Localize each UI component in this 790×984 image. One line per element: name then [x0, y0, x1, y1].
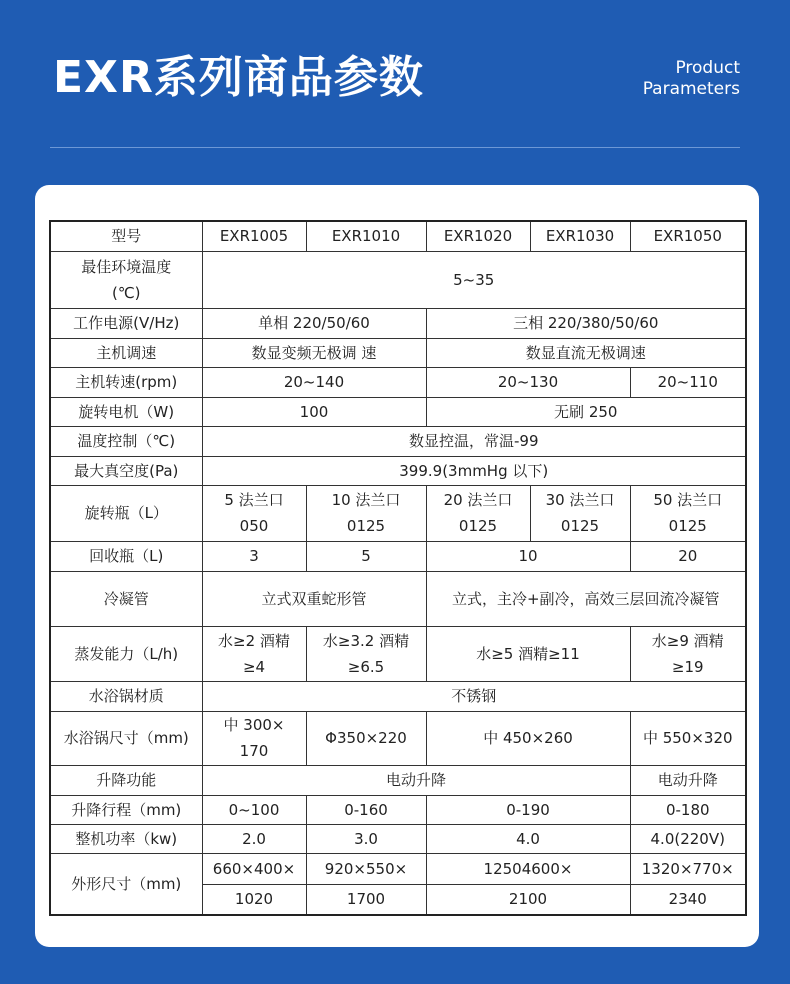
value-temp-control: 数显控温，常温-99: [202, 426, 746, 456]
row-temp-control: [50, 426, 746, 456]
value-motor-1: 100: [202, 397, 426, 426]
value-receiver-1: 3: [202, 541, 306, 571]
row-evaporation: [50, 626, 746, 681]
subtitle-line-2: Parameters: [642, 79, 740, 99]
value-dims-b4: 2340: [630, 884, 746, 915]
value-power-1: 单相 220/50/60: [202, 308, 426, 338]
value-rpm-2: 20~130: [426, 367, 630, 397]
evap-1-line2: ≥4: [242, 657, 266, 676]
label-bath-size: 水浴锅尺寸（mm): [50, 711, 202, 765]
value-stroke-3: 0-190: [426, 795, 630, 824]
value-bath-material: 不锈钢: [202, 681, 746, 711]
flask-4-flange: 0125: [560, 517, 600, 535]
value-stroke-2: 0-160: [306, 795, 426, 824]
evap-2-line1: 水≥3.2 酒精: [322, 631, 410, 650]
row-stroke: [50, 795, 746, 824]
flask-2-size: 10 法兰口: [331, 491, 401, 509]
value-evaporation-2: [306, 626, 426, 681]
evap-1-line1: 水≥2 酒精: [218, 631, 290, 650]
value-dims-a1: 660×400×: [202, 853, 306, 884]
row-dimensions-a: [50, 853, 746, 884]
flask-3-size: 20 法兰口: [443, 491, 513, 509]
value-dims-b3: 2100: [426, 884, 630, 915]
evap-4-line2: ≥19: [671, 657, 704, 676]
value-dims-a4: 1320×770×: [630, 853, 746, 884]
header-divider: [50, 147, 740, 148]
value-env-temp: 5~35: [202, 251, 746, 308]
value-total-power-3: 4.0: [426, 824, 630, 853]
label-model: 型号: [50, 221, 202, 251]
value-stroke-4: 0-180: [630, 795, 746, 824]
label-rpm: 主机转速(rpm): [50, 367, 202, 397]
flask-2-flange: 0125: [346, 517, 386, 535]
model-5: EXR1050: [630, 221, 746, 251]
row-motor: [50, 397, 746, 426]
label-evaporation: 蒸发能力（L/h): [50, 626, 202, 681]
value-speed-control-2: 数显直流无极调速: [426, 338, 746, 367]
flask-4-size: 30 法兰口: [545, 491, 615, 509]
value-lift-2: 电动升降: [630, 765, 746, 795]
label-lift: 升降功能: [50, 765, 202, 795]
flask-3-flange: 0125: [458, 517, 498, 535]
label-receiver: 回收瓶（L): [50, 541, 202, 571]
subtitle-line-1: Product: [675, 58, 740, 78]
value-vacuum: 399.9(3mmHg 以下): [202, 456, 746, 485]
label-condenser: 冷凝管: [50, 571, 202, 626]
value-flask-1: [202, 485, 306, 541]
evap-2-line2: ≥6.5: [347, 657, 385, 676]
row-bath-material: [50, 681, 746, 711]
label-speed-control: 主机调速: [50, 338, 202, 367]
value-lift-1: 电动升降: [202, 765, 630, 795]
value-bath-size-4: 中 550×320: [630, 711, 746, 765]
value-total-power-4: 4.0(220V): [630, 824, 746, 853]
label-bath-material: 水浴锅材质: [50, 681, 202, 711]
value-dims-a2: 920×550×: [306, 853, 426, 884]
value-flask-3: [426, 485, 530, 541]
value-stroke-1: 0~100: [202, 795, 306, 824]
value-motor-2: 无刷 250: [426, 397, 746, 426]
model-3: EXR1020: [426, 221, 530, 251]
flask-5-size: 50 法兰口: [653, 491, 723, 509]
label-vacuum: 最大真空度(Pa): [50, 456, 202, 485]
label-env-temp-line2: (℃): [111, 283, 141, 302]
value-power-2: 三相 220/380/50/60: [426, 308, 746, 338]
value-speed-control-1: 数显变频无极调 速: [202, 338, 426, 367]
value-dims-b1: 1020: [202, 884, 306, 915]
value-flask-2: [306, 485, 426, 541]
model-4: EXR1030: [530, 221, 630, 251]
value-receiver-2: 5: [306, 541, 426, 571]
value-condenser-1: 立式双重蛇形管: [202, 571, 426, 626]
value-condenser-2: 立式，主冷+副冷，高效三层回流冷凝管: [426, 571, 746, 626]
value-receiver-3: 10: [426, 541, 630, 571]
value-rpm-1: 20~140: [202, 367, 426, 397]
value-evaporation-3: 水≥5 酒精≥11: [426, 626, 630, 681]
row-power: [50, 308, 746, 338]
page-subtitle-english: [643, 58, 740, 100]
bath-size-1-line1: 中 300×: [223, 716, 285, 734]
label-motor: 旋转电机（W): [50, 397, 202, 426]
label-power: 工作电源(V/Hz): [50, 308, 202, 338]
parameters-table: [49, 220, 747, 916]
label-dimensions: 外形尺寸（mm): [50, 853, 202, 915]
row-env-temp: [50, 251, 746, 308]
evap-4-line1: 水≥9 酒精: [651, 631, 724, 650]
row-rpm: [50, 367, 746, 397]
value-bath-size-1: [202, 711, 306, 765]
value-dims-b2: 1700: [306, 884, 426, 915]
value-flask-5: [630, 485, 746, 541]
label-flask: 旋转瓶（L）: [50, 485, 202, 541]
model-1: EXR1005: [202, 221, 306, 251]
row-receiver: [50, 541, 746, 571]
value-flask-4: [530, 485, 630, 541]
value-rpm-3: 20~110: [630, 367, 746, 397]
label-env-temp: [50, 251, 202, 308]
bath-size-1-line2: 170: [239, 742, 269, 760]
row-total-power: [50, 824, 746, 853]
row-bath-size: [50, 711, 746, 765]
row-lift: [50, 765, 746, 795]
flask-1-size: 5 法兰口: [224, 491, 284, 509]
row-vacuum: [50, 456, 746, 485]
row-model: [50, 221, 746, 251]
label-env-temp-line1: 最佳环境温度: [81, 257, 172, 276]
value-dims-a3: 12504600×: [426, 853, 630, 884]
value-evaporation-4: [630, 626, 746, 681]
row-flask: [50, 485, 746, 541]
flask-5-flange: 0125: [668, 517, 707, 535]
model-2: EXR1010: [306, 221, 426, 251]
label-stroke: 升降行程（mm): [50, 795, 202, 824]
page-title: EXR系列商品参数: [53, 52, 424, 103]
label-temp-control: 温度控制（℃): [50, 426, 202, 456]
flask-1-flange: 050: [239, 517, 269, 535]
value-evaporation-1: [202, 626, 306, 681]
row-speed-control: [50, 338, 746, 367]
value-bath-size-3: 中 450×260: [426, 711, 630, 765]
value-receiver-4: 20: [630, 541, 746, 571]
label-total-power: 整机功率（kw): [50, 824, 202, 853]
value-total-power-2: 3.0: [306, 824, 426, 853]
value-bath-size-2: Φ350×220: [306, 711, 426, 765]
value-total-power-1: 2.0: [202, 824, 306, 853]
row-condenser: [50, 571, 746, 626]
